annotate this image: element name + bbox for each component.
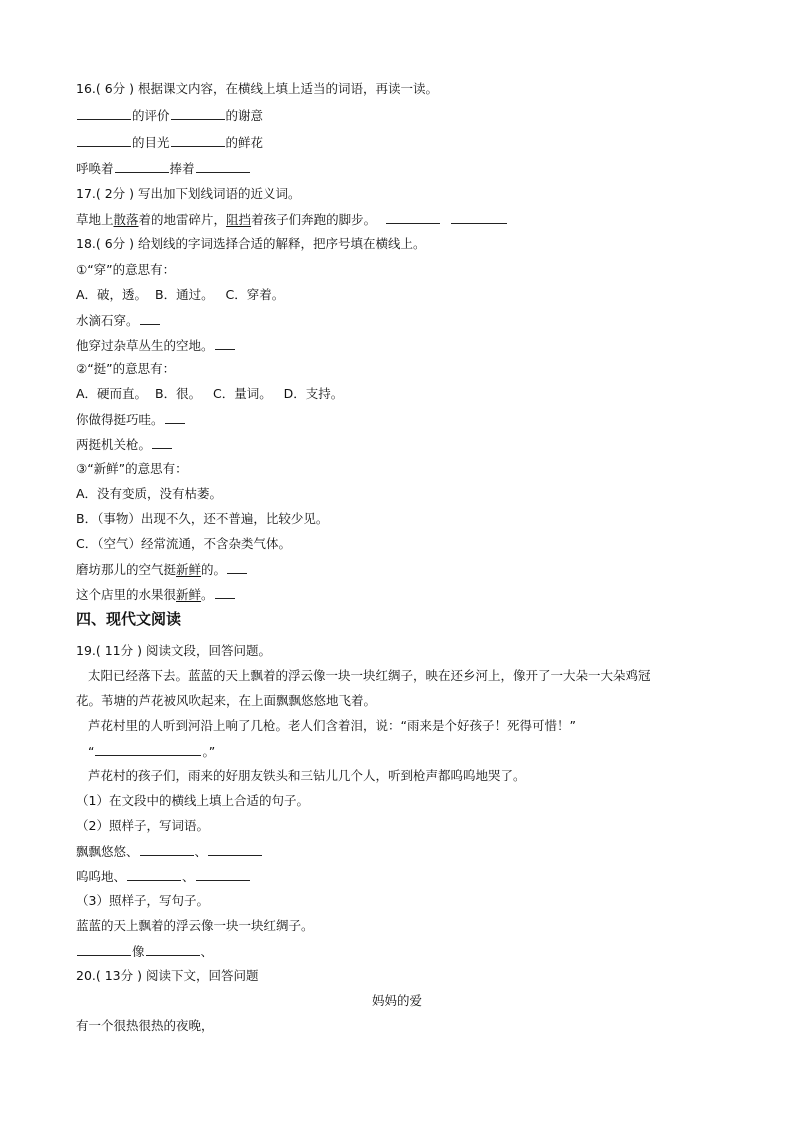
answer-blank[interactable] bbox=[171, 134, 225, 147]
answer-blank[interactable] bbox=[215, 586, 235, 599]
answer-blank[interactable] bbox=[140, 843, 194, 856]
answer-blank[interactable] bbox=[171, 107, 225, 120]
q18-text: 磨坊那儿的空气挺 bbox=[76, 562, 177, 577]
answer-blank[interactable] bbox=[165, 411, 185, 424]
answer-blank[interactable] bbox=[77, 943, 131, 956]
q18-text: 水滴石穿。 bbox=[76, 313, 139, 328]
q18-text: 。 bbox=[201, 587, 214, 602]
question-19-header: 19.( 11分 ) 阅读文段，回答问题。 bbox=[76, 643, 271, 658]
q18-text: 两挺机关枪。 bbox=[76, 437, 152, 452]
q19-example-3: 蓝蓝的天上飘着的浮云像一块一块红绸子。 bbox=[76, 918, 314, 933]
answer-blank[interactable] bbox=[95, 743, 201, 756]
q17-text: 着孩子们奔跑的脚步。 bbox=[251, 212, 377, 227]
q17-sentence bbox=[76, 211, 508, 228]
q18-g2-s1 bbox=[76, 411, 186, 428]
q18-g2-s2 bbox=[76, 436, 173, 453]
q19-text: 、 bbox=[194, 844, 208, 859]
question-18-header: 18.( 6分 ) 给划线的字词选择合适的解释，把序号填在横线上。 bbox=[76, 236, 426, 251]
q19-example-4 bbox=[76, 943, 213, 960]
answer-blank[interactable] bbox=[152, 436, 172, 449]
underlined-word: 新鲜 bbox=[176, 587, 202, 602]
q18-g3-option-b: B．（事物）出现不久，还不普遍，比较少见。 bbox=[76, 511, 329, 526]
q19-text: 呜呜地、 bbox=[76, 869, 127, 884]
underlined-word: 散落 bbox=[113, 212, 139, 227]
q16-text: 呼唤着 bbox=[76, 161, 114, 176]
q19-text: 像 bbox=[132, 944, 145, 959]
q18-group2-options: A．硬而直。 B．很。 C．量词。 D．支持。 bbox=[76, 386, 344, 401]
answer-blank[interactable] bbox=[196, 868, 250, 881]
q18-g1-s2 bbox=[76, 337, 236, 354]
answer-blank[interactable] bbox=[451, 211, 507, 224]
q18-g3-option-a: A．没有变质，没有枯萎。 bbox=[76, 486, 223, 501]
q18-g3-s1 bbox=[76, 561, 248, 578]
answer-blank[interactable] bbox=[146, 943, 200, 956]
q18-text: 的。 bbox=[201, 562, 227, 577]
answer-blank[interactable] bbox=[140, 312, 160, 325]
q19-passage-blank-line bbox=[88, 743, 215, 760]
q19-text: 、 bbox=[200, 944, 214, 959]
q18-text: 这个店里的水果很 bbox=[76, 587, 177, 602]
answer-blank[interactable] bbox=[115, 160, 169, 173]
question-20-header: 20.( 13分 ) 阅读下文，回答问题 bbox=[76, 968, 259, 983]
q18-group3-title: ③“新鲜”的意思有： bbox=[76, 461, 188, 476]
q19-text: 飘飘悠悠、 bbox=[76, 844, 139, 859]
question-16-header: 16.( 6分 ) 根据课文内容，在横线上填上适当的词语，再读一读。 bbox=[76, 81, 439, 96]
q20-passage-line: 有一个很热很热的夜晚， bbox=[76, 1018, 214, 1033]
q18-text: 他穿过杂草丛生的空地。 bbox=[76, 338, 214, 353]
answer-blank[interactable] bbox=[127, 868, 181, 881]
q18-g3-s2 bbox=[76, 586, 236, 603]
q17-text: 草地上 bbox=[76, 212, 114, 227]
q19-passage-line: 太阳已经落下去。蓝蓝的天上飘着的浮云像一块一块红绸子，映在还乡河上，像开了一大朵一大朵鸡冠 bbox=[88, 668, 651, 683]
q16-text: 的谢意 bbox=[225, 108, 264, 123]
q18-group1-title: ①“穿”的意思有： bbox=[76, 262, 176, 277]
q18-g1-s1 bbox=[76, 312, 161, 329]
answer-blank[interactable] bbox=[77, 107, 131, 120]
q18-g3-option-c: C．（空气）经常流通，不含杂类气体。 bbox=[76, 536, 291, 551]
q19-subquestion-2: （2）照样子，写词语。 bbox=[76, 818, 209, 833]
question-17-header: 17.( 2分 ) 写出加下划线词语的近义词。 bbox=[76, 186, 301, 201]
answer-blank[interactable] bbox=[77, 134, 131, 147]
q16-text: 的鲜花 bbox=[225, 135, 264, 150]
underlined-word: 阻挡 bbox=[226, 212, 252, 227]
q19-example-2 bbox=[76, 868, 251, 885]
q16-text: 的评价 bbox=[132, 108, 170, 123]
answer-blank[interactable] bbox=[208, 843, 262, 856]
q18-group2-title: ②“挺”的意思有： bbox=[76, 361, 176, 376]
q17-text: 着的地雷碎片， bbox=[138, 212, 227, 227]
q16-text: 的目光 bbox=[132, 135, 170, 150]
q18-group1-options: A．破，透。 B．通过。 C．穿着。 bbox=[76, 287, 285, 302]
q19-text: 、 bbox=[182, 869, 195, 884]
q16-row-3 bbox=[76, 160, 251, 177]
q19-text: “ bbox=[88, 744, 95, 759]
q16-row-1 bbox=[76, 107, 263, 124]
q19-passage-line: 花。苇塘的芦花被风吹起来，在上面飘飘悠悠地飞着。 bbox=[76, 693, 377, 708]
q18-text: 你做得挺巧哇。 bbox=[76, 412, 164, 427]
underlined-word: 新鲜 bbox=[176, 562, 202, 577]
q19-subquestion-3: （3）照样子，写句子。 bbox=[76, 893, 209, 908]
q19-example-1 bbox=[76, 843, 263, 860]
q19-text: 。” bbox=[202, 744, 216, 759]
q16-text: 捧着 bbox=[169, 161, 195, 176]
passage-title: 妈妈的爱 bbox=[371, 993, 422, 1008]
q19-passage-line: 芦花村的孩子们，雨来的好朋友铁头和三钻儿几个人，听到枪声都呜呜地哭了。 bbox=[88, 768, 526, 783]
answer-blank[interactable] bbox=[386, 211, 440, 224]
q16-row-2 bbox=[76, 134, 263, 151]
q19-subquestion-1: （1）在文段中的横线上填上合适的句子。 bbox=[76, 793, 309, 808]
section-heading: 四、现代文阅读 bbox=[76, 610, 182, 628]
answer-blank[interactable] bbox=[227, 561, 247, 574]
answer-blank[interactable] bbox=[215, 337, 235, 350]
answer-blank[interactable] bbox=[196, 160, 250, 173]
q19-passage-line: 芦花村里的人听到河沿上响了几枪。老人们含着泪，说：“雨来是个好孩子！死得可惜！” bbox=[88, 718, 576, 733]
